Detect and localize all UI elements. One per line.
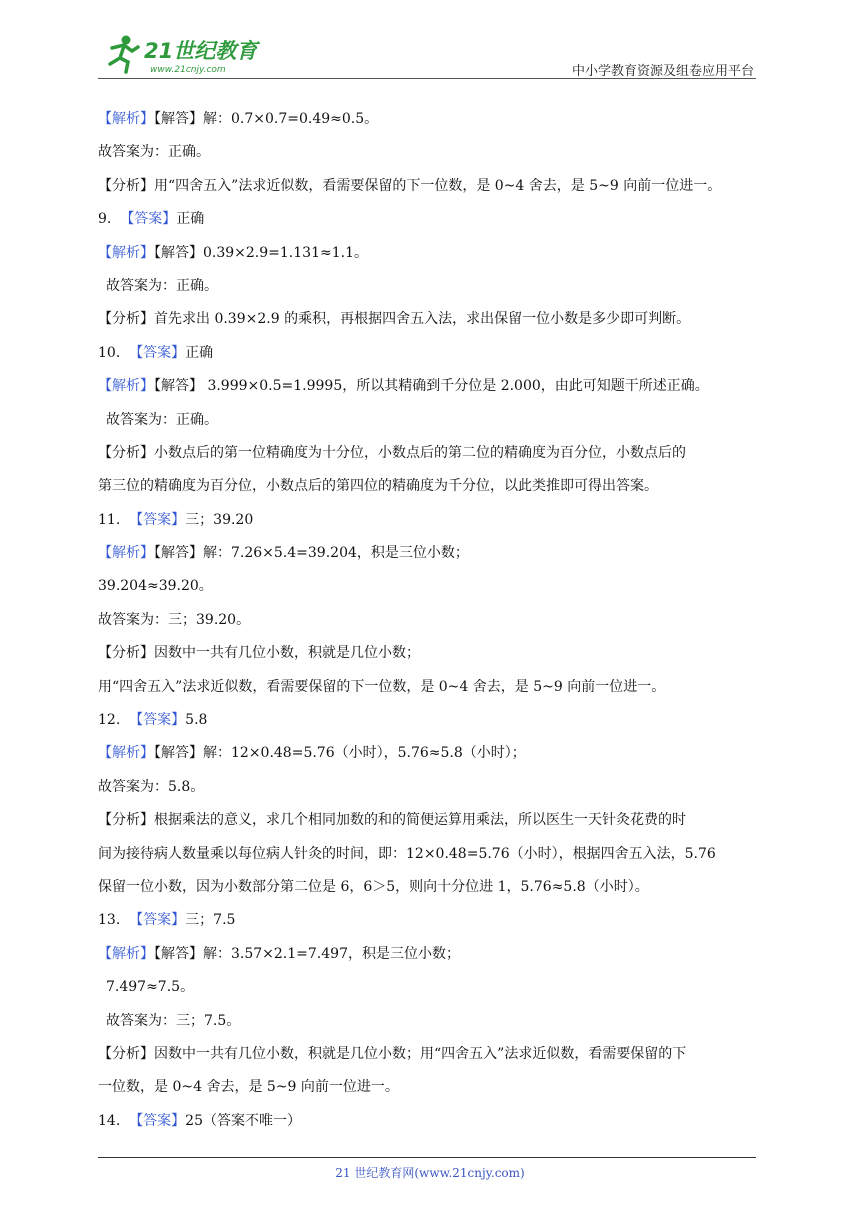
question-number: 10. [98,344,121,361]
text-line [98,871,758,904]
text-line [98,303,758,336]
line-text: 0.39×2.9=1.131≈1.1。 [203,244,368,261]
text-line [98,771,758,804]
line-text: 故答案为：5.8。 [98,778,205,795]
line-text: 首先求出 0.39×2.9 的乘积，再根据四舍五入法，求出保留一位小数是多少即可判断。 [154,311,691,328]
answer-value: 三；7.5 [185,912,236,929]
jiexi-label: 【解析】 [98,745,154,762]
footer-divider [98,1157,756,1158]
line-text: 小数点后的第一位精确度为十分位，小数点后的第二位的精确度为百分位，小数点后的 [154,444,686,461]
text-line [98,237,758,270]
text-line [98,404,758,437]
footer-text: 21 世纪教育网(www.21cnjy.com) [335,1166,525,1180]
text-line [98,537,758,570]
line-text: 用“四舍五入”法求近似数，看需要保留的下一位数，是 0~4 舍去，是 5~9 向前一位进一。 [154,177,722,194]
fenxi-label: 【分析】 [98,444,154,461]
site-logo [98,32,268,76]
jiexi-label: 【解析】 [98,378,154,395]
line-text: 一位数，是 0~4 舍去，是 5~9 向前一位进一。 [98,1079,399,1096]
answer-value: 三；39.20 [185,511,254,528]
daan-label: 【答案】 [120,211,177,228]
jieda-label: 【解答】 [154,111,203,127]
fenxi-label: 【分析】 [98,311,154,328]
text-line [98,604,758,637]
text-line [98,370,758,403]
line-text: 解：12×0.48=5.76（小时），5.76≈5.8（小时）； [203,745,526,762]
line-text: 解：0.7×0.7=0.49≈0.5。 [203,111,379,127]
line-text: 故答案为：正确。 [106,411,218,428]
line-text: 解：7.26×5.4=39.204，积是三位小数； [203,545,469,562]
answer-line [98,337,758,370]
platform-name: 中小学教育资源及组卷应用平台 [571,64,754,79]
jieda-label: 【解答】 [154,945,203,962]
daan-label: 【答案】 [129,1112,186,1129]
line-text: 故答案为：正确。 [98,144,210,161]
answer-value: 25（答案不唯一） [185,1112,301,1129]
question-number: 9. [98,211,112,228]
fenxi-label: 【分析】 [98,177,154,194]
line-text: 根据乘法的意义，求几个相同加数的和的简便运算用乘法，所以医生一天针灸花费的时 [154,812,686,829]
jieda-label: 【解答】 [154,545,203,562]
answer-value: 正确 [185,344,214,361]
fenxi-label: 【分析】 [98,812,154,829]
logo-wordmark: 21世纪教育 [144,39,258,63]
daan-label: 【答案】 [129,912,186,929]
text-line [98,637,758,670]
question-number: 13. [98,912,121,929]
line-text: 因数中一共有几位小数，积就是几位小数；用“四舍五入”法求近似数，看需要保留的下 [154,1045,687,1062]
header-divider [98,78,756,79]
text-line [98,938,758,971]
line-text: 第三位的精确度为百分位，小数点后的第四位的精确度为千分位，以此类推即可得出答案。 [98,478,658,495]
text-line [98,170,758,203]
text-line [98,671,758,704]
line-text: 故答案为：三；39.20。 [98,611,251,628]
answer-value: 正确 [176,211,205,228]
answer-line [98,504,758,537]
text-line [98,136,758,169]
text-line [98,1071,758,1104]
jieda-label: 【解答】 [154,745,203,762]
text-line [98,270,758,303]
line-text: 7.497≈7.5。 [106,979,195,996]
text-line [98,103,758,136]
jiexi-label: 【解析】 [98,111,154,127]
question-number: 14. [98,1112,121,1129]
line-text: 39.204≈39.20。 [98,578,213,595]
text-line [98,1005,758,1038]
page-header [98,30,756,78]
jiexi-label: 【解析】 [98,545,154,562]
answer-line [98,203,758,236]
jieda-label: 【解答】 [154,244,203,261]
jieda-label: 【解答】 [154,378,203,395]
text-line [98,838,758,871]
line-text: 解：3.57×2.1=7.497，积是三位小数； [203,945,460,962]
text-line [98,804,758,837]
text-line [98,1038,758,1071]
text-line [98,437,758,470]
line-text: 因数中一共有几位小数，积就是几位小数； [154,645,420,662]
daan-label: 【答案】 [129,344,186,361]
answer-line [98,904,758,937]
answer-value: 5.8 [185,712,208,729]
text-line [98,570,758,603]
question-number: 12. [98,712,121,729]
question-number: 11. [98,511,121,528]
daan-label: 【答案】 [129,511,186,528]
jiexi-label: 【解析】 [98,945,154,962]
answer-content [98,103,758,1138]
daan-label: 【答案】 [129,712,186,729]
line-text: 故答案为：正确。 [106,277,218,294]
answer-line [98,1105,758,1138]
fenxi-label: 【分析】 [98,645,154,662]
text-line [98,470,758,503]
line-text: 用“四舍五入”法求近似数，看需要保留的下一位数，是 0~4 舍去，是 5~9 向前一位进一。 [98,678,666,695]
text-line [98,971,758,1004]
logo-url: www.21cnjy.com [150,65,226,75]
line-text: 3.999×0.5=1.9995，所以其精确到千分位是 2.000，由此可知题干所述正确。 [203,378,709,395]
line-text: 保留一位小数，因为小数部分第二位是 6，6＞5，则向十分位进 1，5.76≈5.8（小时）。 [98,878,649,895]
fenxi-label: 【分析】 [98,1045,154,1062]
line-text: 故答案为：三；7.5。 [106,1012,241,1029]
line-text: 间为接待病人数量乘以每位病人针灸的时间，即：12×0.48=5.76（小时），根据四舍五入法，5.76 [98,845,716,862]
runner-icon [110,36,138,73]
jiexi-label: 【解析】 [98,244,154,261]
text-line [98,737,758,770]
answer-line [98,704,758,737]
